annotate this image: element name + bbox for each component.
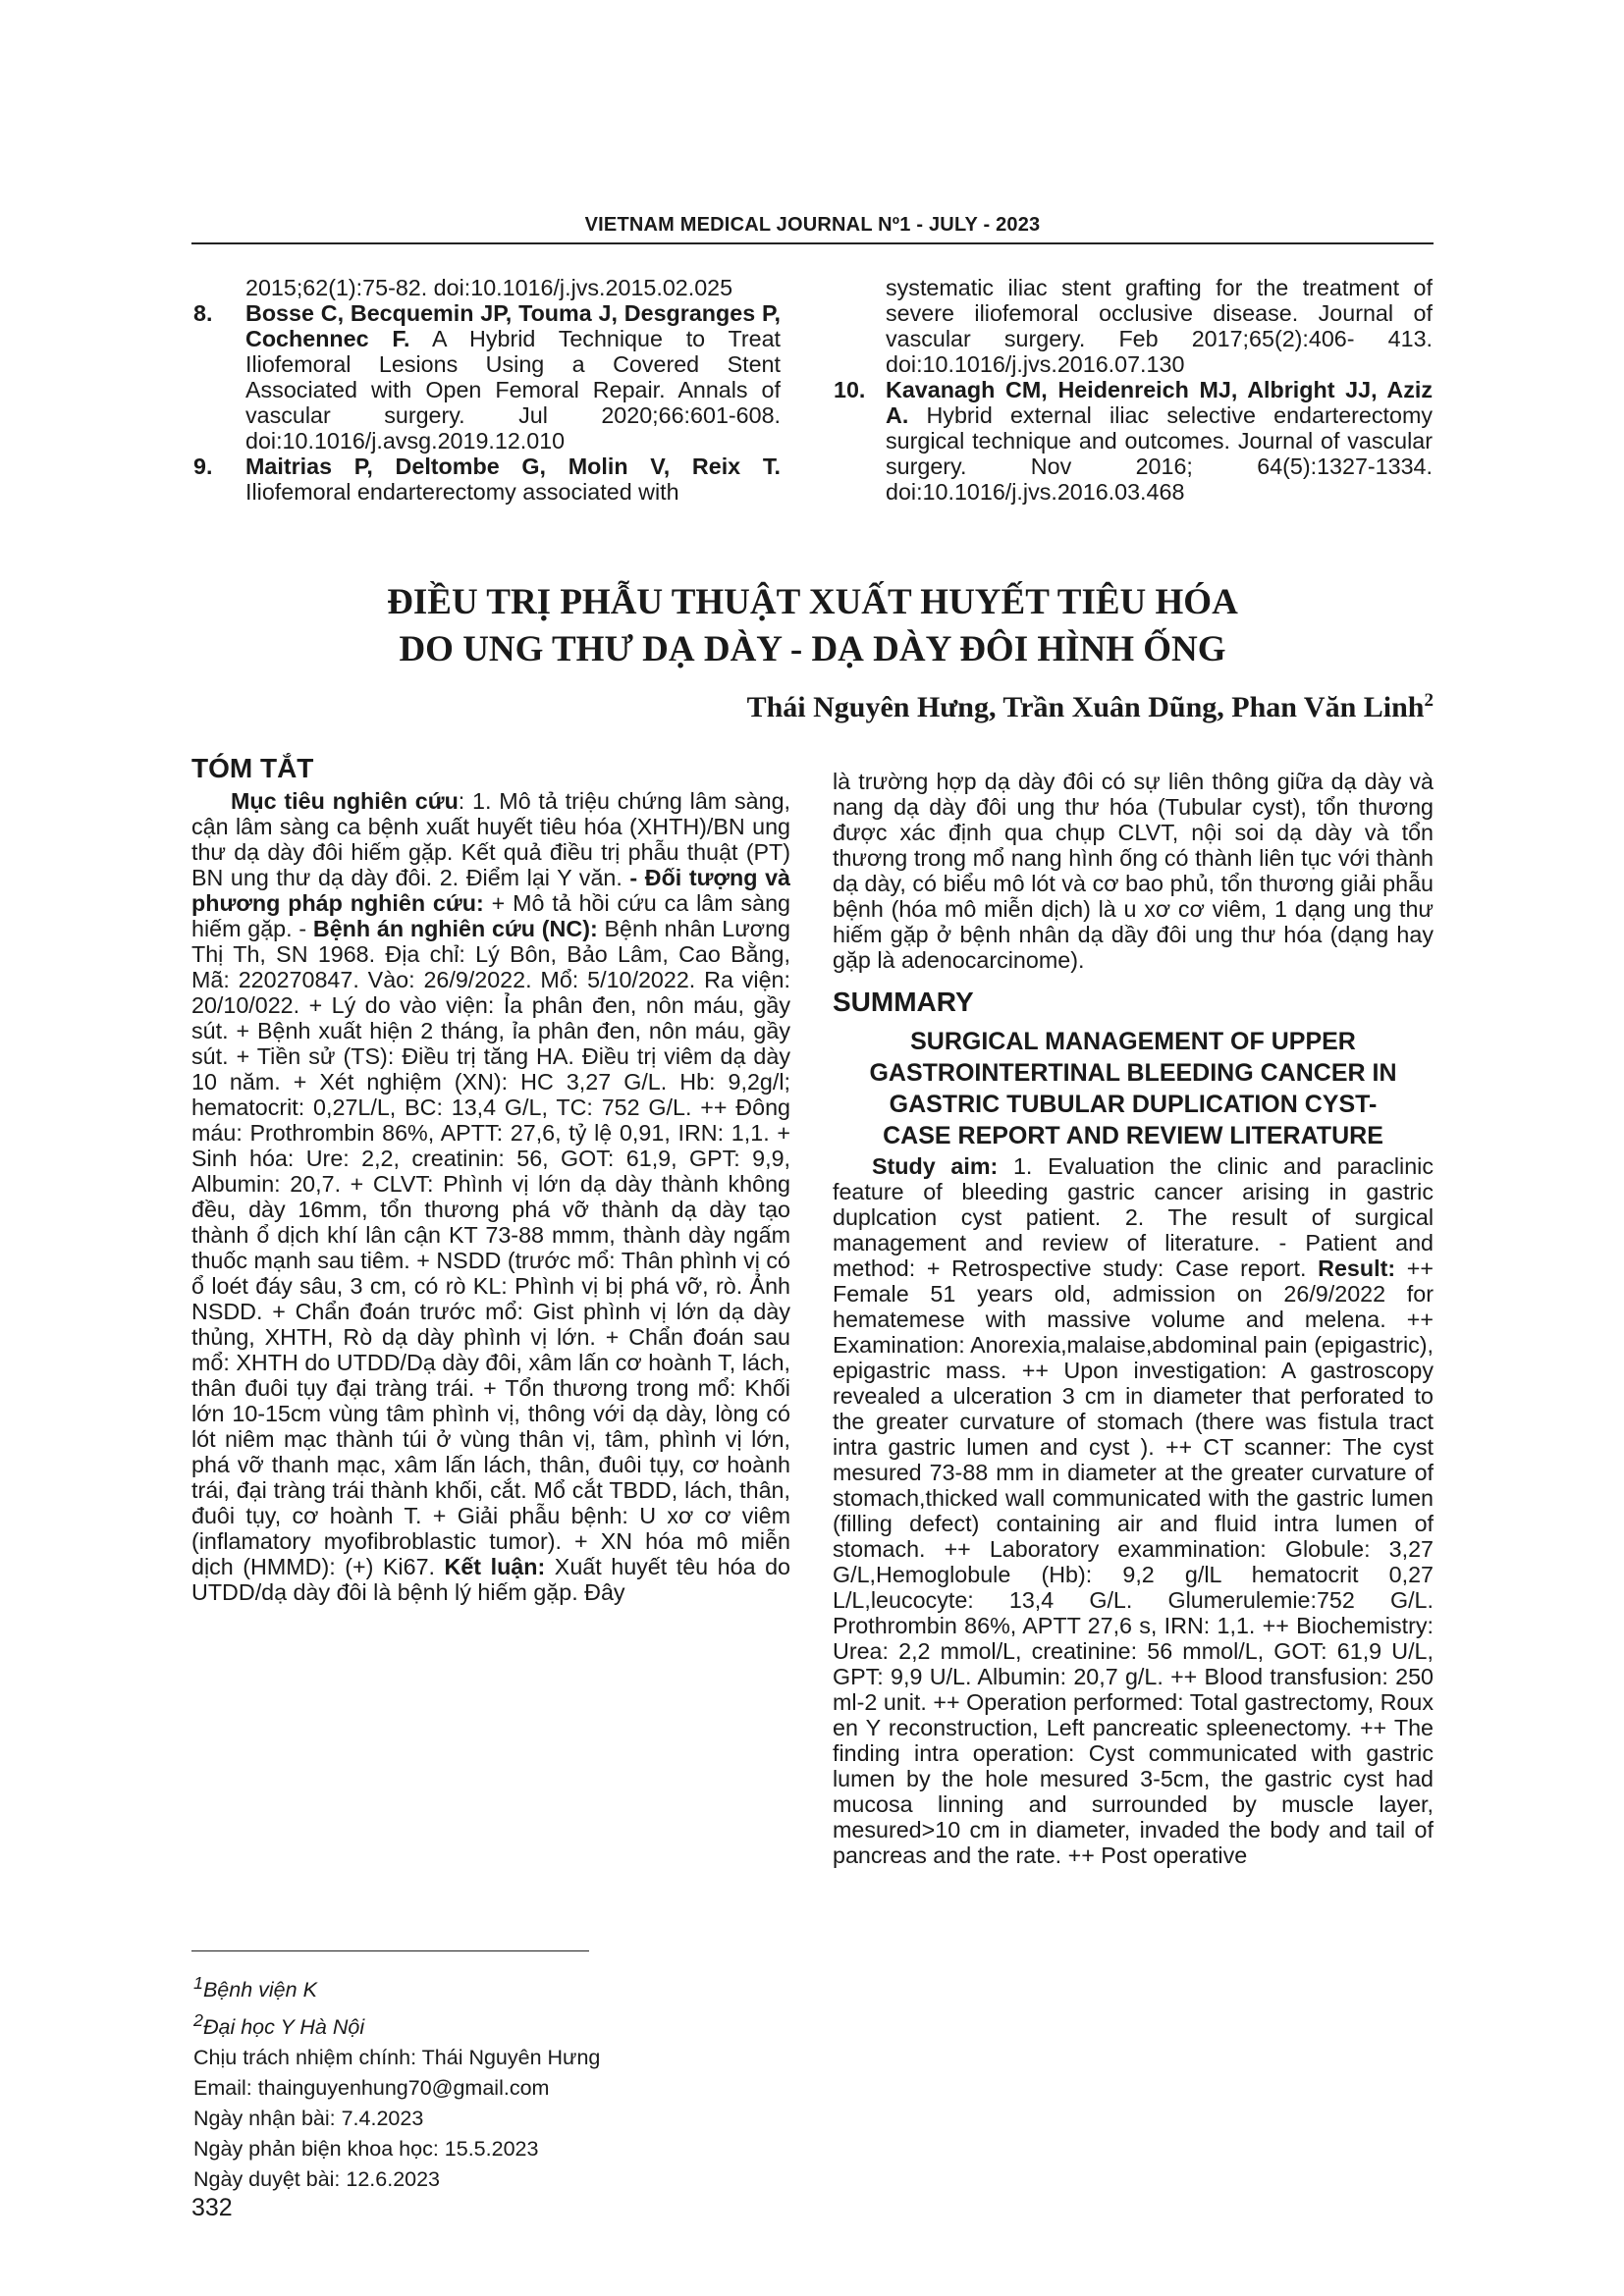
references-left bbox=[191, 275, 781, 505]
footnote-2 bbox=[193, 2005, 743, 2043]
method-text: + Mô tả hồi cứu ca lâm sàng hiếm gặp. - bbox=[191, 890, 790, 941]
summary-text-1: 1. Evaluation the clinic and paraclinic feature of bleeding gastric cancer arising in gastric duplcation cyst patient. 2. The result of surgical management and review of literature. - Patient and method: + Retrospective study: Case report. bbox=[833, 1153, 1434, 1281]
date-received: Ngày nhận bài: 7.4.2023 bbox=[193, 2107, 424, 2131]
abstract-vi-column bbox=[191, 751, 790, 1605]
date-reviewed: Ngày phản biện khoa học: 15.5.2023 bbox=[193, 2137, 539, 2162]
study-aim-label: Study aim: bbox=[872, 1153, 999, 1179]
reference-number: 9. bbox=[193, 454, 213, 479]
reference-authors: Kavanagh CM, Heidenreich MJ, Albright JJ, Aziz A. bbox=[886, 377, 1433, 428]
summary-text-2: ++ Female 51 years old, admission on 26/9/2022 for hematemese with massive volume and melena. ++ Examination: Anorexia,malaise,abdominal pain (epigastric), epigastric mass. ++ Upon investigation: A gastroscopy revealed a ulceration 3 cm in diameter that perforated to the greater curvature of stomach (there was fistula tract intra gastric lumen and cyst ). ++ CT scanner: The cyst mesured 73-88 mm in diameter at the greater curvature of stomach,thicked wall communicated with the gastric lumen (filling defect) containing air and fluid intra lumen of stomach. ++ Laboratory exammination: Globule: 3,27 G/L,Hemoglobule (Hb): 9,2 g/lL hematocrit 0,27 L/L,leucocyte: 13,4 G/L. Glumerulemie:752 G/L. Prothrombin 86%, APTT 27,6 s, IRN: 1,1. ++ Biochemistry: Urea: 2,2 mmol/L, creatinine: 56 mmol/L, GOT: 61,9 U/L, GPT: 9,9 U/L. Albumin: 20,7 g/L. ++ Blood transfusion: 250 ml-2 unit. ++ Operation performed: Total gastrectomy, Roux en Y reconstruction, Left pancreatic spleenectomy. ++ The finding intra operation: Cyst communicated with gastric lumen by the hole mesured 3-5cm, the gastric cyst had mucosa linning and surrounded by muscle layer, mesured>10 cm in diameter, invaded the body and tail of pancreas and the rate. ++ Post operative bbox=[833, 1255, 1434, 1868]
aim-text: : 1. Mô tả triệu chứng lâm sàng, cận lâm sàng ca bệnh xuất huyết tiêu hóa (XHTH)/BN ung thư dạ dày đôi hiếm gặp. Kết quả điều trị phẫu thuật (PT) BN ung thư dạ dày đôi. 2. Điểm lại Y văn. bbox=[191, 788, 790, 890]
footnotes bbox=[193, 1968, 743, 2195]
reference-number: 10. bbox=[834, 377, 866, 402]
reference-authors: Bosse C, Becquemin JP, Touma J, Desgranges P, Cochennec F. bbox=[245, 300, 781, 351]
case-label: Bệnh án nghiên cứu (NC): bbox=[312, 916, 598, 941]
conclusion-label: Kết luận: bbox=[444, 1554, 546, 1579]
reference-10 bbox=[832, 377, 1433, 505]
corresponding-author: Chịu trách nhiệm chính: Thái Nguyên Hưng bbox=[193, 2046, 601, 2070]
header-rule bbox=[191, 242, 1434, 244]
reference-text: Iliofemoral endarterectomy associated with bbox=[245, 479, 679, 505]
article-title-line-2: DO UNG THƯ DẠ DÀY - DẠ DÀY ĐÔI HÌNH ỐNG bbox=[399, 629, 1226, 669]
footnote-text: Bệnh viện K bbox=[202, 1978, 317, 2002]
footnote-1 bbox=[193, 1968, 743, 2005]
references-right bbox=[832, 275, 1433, 505]
author-email: Email: thainguyenhung70@gmail.com bbox=[193, 2076, 550, 2101]
reference-9 bbox=[191, 454, 781, 505]
date-accepted: Ngày duyệt bài: 12.6.2023 bbox=[193, 2167, 441, 2192]
article-title bbox=[191, 579, 1434, 673]
case-text: Bệnh nhân Lương Thị Th, SN 1968. Địa chỉ: Lý Bôn, Bảo Lâm, Cao Bằng, Mã: 220270847. Vào: 26/9/2022. Mổ: 5/10/2022. Ra viện: 20/10/022. + Lý do vào viện: Ỉa phân đen, nôn máu, gầy sút. + Bệnh xuất hiện 2 tháng, ỉa phân đen, nôn máu, gầy sút. + Tiền sử (TS): Điều trị tăng HA. Điều trị viêm dạ dày 10 năm. + Xét nghiệm (XN): HC 3,27 G/L. Hb: 9,2g/l; hematocrit: 0,27L/L, BC: 13,4 G/L, TC: 752 G/L. ++ Đông máu: Prothrombin 86%, APTT: 27,6, tỷ lệ 0,91, IRN: 1,1. + Sinh hóa: Ure: 2,2, creatinin: 56, GOT: 61,9, GPT: 9,9, Albumin: 20,7. + CLVT: Phình vị lớn dạ dày thành không đều, dày 16mm, tổn thương phá vỡ thành dạ dày tạo thành ổ dịch khí lân cận KT 73-88 mmm, thành dày ngấm thuốc mạnh sau tiêm. + NSDD (trước mổ: Thân phình vị có ổ loét đáy sâu, 3 cm, có rò KL: Phình vị bị phá vỡ, rò. Ảnh NSDD. + Chẩn đoán trước mổ: Gist phình vị lớn dạ dày thủng, XHTH, Rò dạ dày phình vị lớn. + Chẩn đoán sau mổ: XHTH do UTDD/Dạ dày đôi, xâm lấn cơ hoành T, lách, thân đuôi tụy đại tràng trái. + Tổn thương trong mổ: Khối lớn 10-15cm vùng tâm phình vị, thông với dạ dày, lòng có lót niêm mạc thành túi ở vùng thân vị, tâm, phình vị lớn, phá vỡ thanh mạc, xâm lấn lách, thân, đuôi tụy, cơ hoành trái, đại tràng trái thành khối, cắt. Mổ cắt TBDD, lách, thân, đuôi tụy, cơ hoành T. + Giải phẫu bệnh: U xơ cơ viêm (inflamatory myofibroblastic tumor). + XN hóa mô miễn dịch (HMMD): (+) Ki67. bbox=[191, 916, 790, 1579]
author-affiliation-mark: 2 bbox=[1424, 690, 1434, 711]
reference-continuation: systematic iliac stent grafting for the treatment of severe iliofemoral occlusive disease. Journal of vascular surgery. Feb 2017;65(2):406- 413. doi:10.1016/j.jvs.2016.07.130 bbox=[886, 275, 1433, 377]
reference-number: 8. bbox=[193, 300, 213, 326]
summary-title: SURGICAL MANAGEMENT OF UPPER GASTROINTERTINAL BLEEDING CANCER IN GASTRIC TUBULAR DUPLICATION CYST-CASE REPORT AND REVIEW LITERATURE bbox=[869, 1028, 1397, 1149]
footnote-text: Đại học Y Hà Nội bbox=[202, 2015, 365, 2040]
abstract-vi-body bbox=[191, 788, 790, 1605]
summary-heading: SUMMARY bbox=[833, 987, 974, 1017]
conclusion-continuation: là trường hợp dạ dày đôi có sự liên thông giữa dạ dày và nang dạ dày đôi ung thư hóa (Tubular cyst), tổn thương được xác định qua chụp CLVT, nội soi dạ dày và tổn thương trong mổ nang hình ống có thành liên tục với thành dạ dày, có biểu mô lót và cơ bao phủ, tổn thương giải phẫu bệnh (hóa mô miễn dịch) là u xơ cơ viêm, 1 dạng ung thư hiếm gặp ở bệnh nhân dạ dầy đôi ung thư hóa (dạng hay gặp là adenocarcinome). bbox=[833, 769, 1434, 973]
article-authors bbox=[747, 690, 1434, 724]
footnote-rule bbox=[191, 1950, 589, 1951]
abstract-heading: TÓM TẮT bbox=[191, 753, 314, 783]
conclusion-text: Xuất huyết têu hóa do UTDD/dạ dày đôi là bệnh lý hiếm gặp. Đây bbox=[191, 1554, 790, 1605]
reference-8 bbox=[191, 300, 781, 454]
author-names: Thái Nguyên Hưng, Trần Xuân Dũng, Phan Văn Linh bbox=[746, 691, 1425, 723]
reference-text: A Hybrid Technique to Treat Iliofemoral Lesions Using a Covered Stent Associated with Open Femoral Repair. Annals of vascular surgery. Jul 2020;66:601-608. doi:10.1016/j.avsg.2019.12.010 bbox=[245, 326, 781, 454]
article-title-line-1: ĐIỀU TRỊ PHẪU THUẬT XUẤT HUYẾT TIÊU HÓA bbox=[387, 582, 1238, 622]
reference-text: Hybrid external iliac selective endarterectomy surgical technique and outcomes. Journal of vascular surgery. Nov 2016; 64(5):1327-1334. doi:10.1016/j.jvs.2016.03.468 bbox=[886, 402, 1433, 505]
reference-authors: Maitrias P, Deltombe G, Molin V, Reix T. bbox=[245, 454, 781, 479]
footnote-mark: 1 bbox=[193, 1973, 203, 1993]
result-label: Result: bbox=[1318, 1255, 1396, 1281]
reference-continuation: 2015;62(1):75-82. doi:10.1016/j.jvs.2015.02.025 bbox=[245, 275, 733, 300]
summary-column bbox=[833, 769, 1434, 1868]
aim-label: Mục tiêu nghiên cứu bbox=[231, 788, 459, 814]
page-number: 332 bbox=[191, 2194, 233, 2221]
summary-body bbox=[833, 1153, 1434, 1868]
footnote-mark: 2 bbox=[193, 2010, 203, 2031]
method-label: - Đối tượng và phương pháp nghiên cứu: bbox=[191, 865, 790, 916]
journal-header: VIETNAM MEDICAL JOURNAL Nº1 - JULY - 2023 bbox=[584, 214, 1041, 236]
